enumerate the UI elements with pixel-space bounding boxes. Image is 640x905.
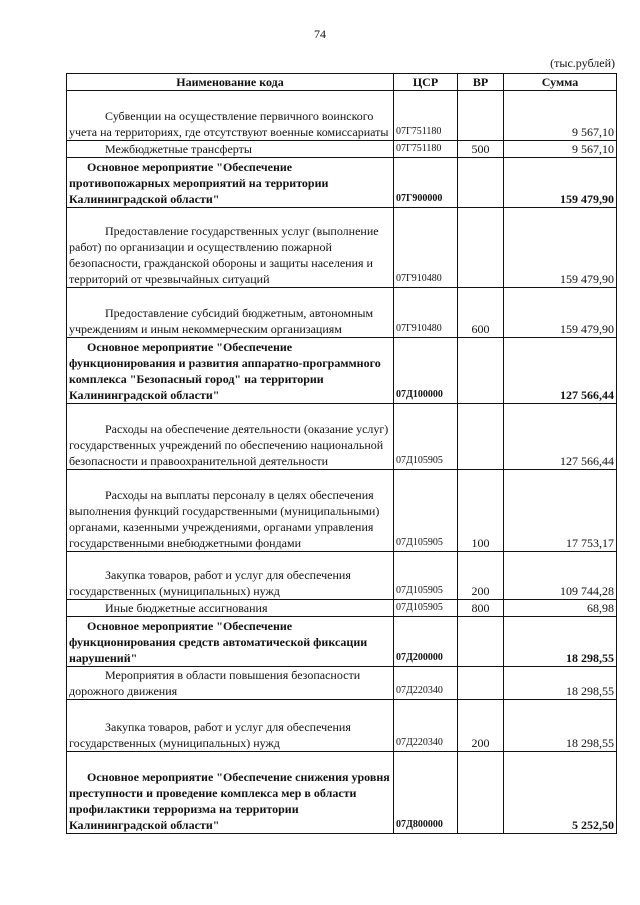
row-vr bbox=[458, 404, 504, 470]
row-csr: 07Г900000 bbox=[394, 158, 458, 208]
row-csr: 07Д100000 bbox=[394, 338, 458, 404]
row-csr: 07Д220340 bbox=[394, 700, 458, 752]
row-vr bbox=[458, 208, 504, 288]
row-vr: 200 bbox=[458, 700, 504, 752]
column-header-sum: Сумма bbox=[504, 74, 617, 91]
row-name: Иные бюджетные ассигнования bbox=[67, 600, 394, 617]
budget-table bbox=[66, 73, 617, 834]
row-vr: 800 bbox=[458, 600, 504, 617]
table-row bbox=[67, 91, 617, 141]
row-csr: 07Д800000 bbox=[394, 752, 458, 834]
column-header-csr: ЦСР bbox=[394, 74, 458, 91]
row-name: Мероприятия в области повышения безопасности дорожного движения bbox=[67, 667, 394, 700]
table-row bbox=[67, 158, 617, 208]
row-name: Основное мероприятие "Обеспечение функционирования и развития аппаратно-программного комплекса "Безопасный город" на территории Калининградской области" bbox=[67, 338, 394, 404]
row-csr: 07Д220340 bbox=[394, 667, 458, 700]
row-sum: 18 298,55 bbox=[504, 667, 617, 700]
row-name: Межбюджетные трансферты bbox=[67, 141, 394, 158]
row-sum: 159 479,90 bbox=[504, 208, 617, 288]
row-sum: 17 753,17 bbox=[504, 470, 617, 552]
column-header-vr: ВР bbox=[458, 74, 504, 91]
row-csr: 07Д105905 bbox=[394, 404, 458, 470]
row-vr: 500 bbox=[458, 141, 504, 158]
table-row bbox=[67, 470, 617, 552]
table-row bbox=[67, 752, 617, 834]
row-name: Закупка товаров, работ и услуг для обеспечения государственных (муниципальных) нужд bbox=[67, 552, 394, 600]
table-row bbox=[67, 208, 617, 288]
row-sum: 159 479,90 bbox=[504, 288, 617, 338]
row-name: Основное мероприятие "Обеспечение противопожарных мероприятий на территории Калининградской области" bbox=[67, 158, 394, 208]
row-vr bbox=[458, 667, 504, 700]
row-vr bbox=[458, 158, 504, 208]
row-sum: 127 566,44 bbox=[504, 404, 617, 470]
row-name: Закупка товаров, работ и услуг для обеспечения государственных (муниципальных) нужд bbox=[67, 700, 394, 752]
units-label: (тыс.рублей) bbox=[550, 56, 615, 70]
row-vr: 200 bbox=[458, 552, 504, 600]
row-vr bbox=[458, 338, 504, 404]
row-vr bbox=[458, 617, 504, 667]
row-csr: 07Д105905 bbox=[394, 600, 458, 617]
row-name: Субвенции на осуществление первичного воинского учета на территориях, где отсутствуют военные комиссариаты bbox=[67, 91, 394, 141]
row-sum: 9 567,10 bbox=[504, 141, 617, 158]
row-sum: 109 744,28 bbox=[504, 552, 617, 600]
page-number: 74 bbox=[314, 27, 326, 41]
row-csr: 07Г751180 bbox=[394, 91, 458, 141]
row-csr: 07Д105905 bbox=[394, 552, 458, 600]
table-row bbox=[67, 288, 617, 338]
column-header-name: Наименование кода bbox=[67, 74, 394, 91]
table-row bbox=[67, 667, 617, 700]
row-sum: 127 566,44 bbox=[504, 338, 617, 404]
row-sum: 18 298,55 bbox=[504, 617, 617, 667]
table-row bbox=[67, 404, 617, 470]
table-row bbox=[67, 617, 617, 667]
row-vr bbox=[458, 752, 504, 834]
table-row bbox=[67, 552, 617, 600]
row-csr: 07Г751180 bbox=[394, 141, 458, 158]
row-name: Предоставление субсидий бюджетным, автономным учреждениям и иным некоммерческим организациям bbox=[67, 288, 394, 338]
table-row bbox=[67, 600, 617, 617]
row-name: Основное мероприятие "Обеспечение снижения уровня преступности и проведение комплекса мер в области профилактики терроризма на территории Калининградской области" bbox=[67, 752, 394, 834]
row-sum: 5 252,50 bbox=[504, 752, 617, 834]
row-csr: 07Д200000 bbox=[394, 617, 458, 667]
row-name: Предоставление государственных услуг (выполнение работ) по организации и осуществлению пожарной безопасности, гражданской обороны и защиты населения и территорий от чрезвычайных ситуаций bbox=[67, 208, 394, 288]
table-row bbox=[67, 700, 617, 752]
row-name: Расходы на обеспечение деятельности (оказание услуг) государственных учреждений по обеспечению национальной безопасности и правоохранительной деятельности bbox=[67, 404, 394, 470]
table-row bbox=[67, 141, 617, 158]
row-name: Основное мероприятие "Обеспечение функционирования средств автоматической фиксации нарушений" bbox=[67, 617, 394, 667]
row-csr: 07Д105905 bbox=[394, 470, 458, 552]
row-vr bbox=[458, 91, 504, 141]
row-name: Расходы на выплаты персоналу в целях обеспечения выполнения функций государственными (муниципальными) органами, казенными учреждениями, органами управления государственными внебюджетными фондами bbox=[67, 470, 394, 552]
row-sum: 18 298,55 bbox=[504, 700, 617, 752]
row-csr: 07Г910480 bbox=[394, 288, 458, 338]
row-sum: 9 567,10 bbox=[504, 91, 617, 141]
table-row bbox=[67, 338, 617, 404]
row-csr: 07Г910480 bbox=[394, 208, 458, 288]
row-vr: 100 bbox=[458, 470, 504, 552]
row-sum: 159 479,90 bbox=[504, 158, 617, 208]
table-header-row bbox=[67, 74, 617, 91]
row-vr: 600 bbox=[458, 288, 504, 338]
row-sum: 68,98 bbox=[504, 600, 617, 617]
